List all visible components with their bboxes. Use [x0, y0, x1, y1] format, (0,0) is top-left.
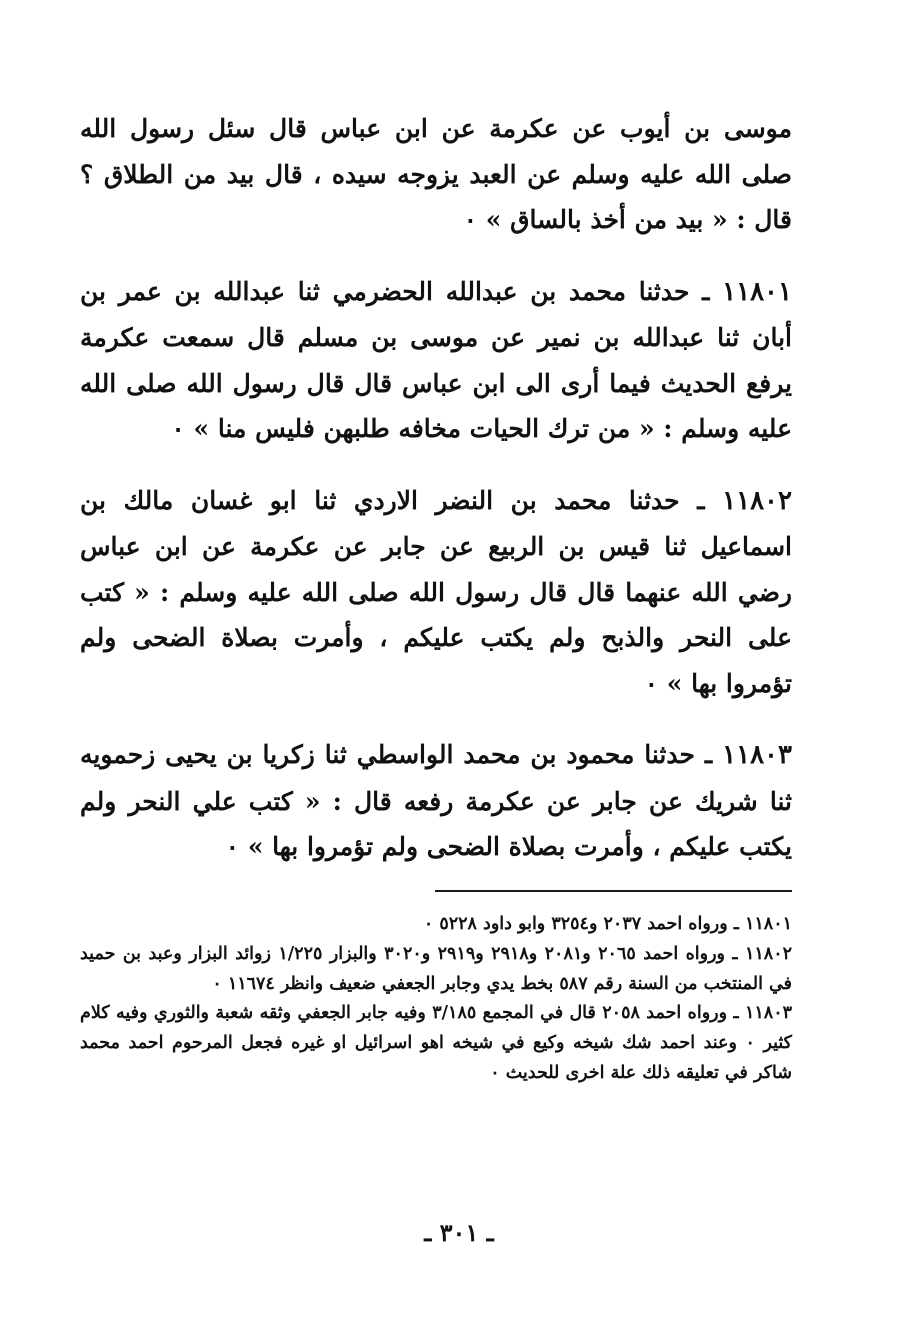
- hadith-text: حدثنا محمد بن النضر الاردي ثنا ابو غسان مالك بن اسماعيل ثنا قيس بن الربيع عن جابر عن عكرمة عن ابن عباس رضي الله عنهما قال قال رسول الله صلى الله عليه وسلم : « كتب على النحر والذبح ولم يكتب عليكم ، وأمرت بصلاة الضحى ولم تؤمروا بها » ٠: [80, 485, 792, 698]
- footnote-divider: [435, 890, 792, 892]
- hadith-text: حدثنا محمد بن عبدالله الحضرمي ثنا عبدالله بن عمر بن أبان ثنا عبدالله بن نمير عن موسى بن مسلم قال سمعت عكرمة يرفع الحديث فيما أرى الى ابن عباس قال قال رسول الله صلى الله عليه وسلم : « من ترك الحيات مخافه طلبهن فليس منا » ٠: [80, 276, 792, 443]
- footnotes: [80, 910, 792, 1089]
- continuation-paragraph: موسى بن أيوب عن عكرمة عن ابن عباس قال سئل رسول الله صلى الله عليه وسلم عن العبد يزوجه سيده ، قال بيد من الطلاق ؟ قال : « بيد من أخذ بالساق » ٠: [80, 114, 792, 234]
- hadith-dash: ـ: [697, 485, 705, 515]
- hadith-dash: ـ: [702, 276, 710, 306]
- hadith-11801: [80, 269, 792, 452]
- hadith-text: حدثنا محمود بن محمد الواسطي ثنا زكريا بن يحيى زحمويه ثنا شريك عن جابر عن عكرمة رفعه قال : « كتب علي النحر ولم يكتب عليكم ، وأمرت بصلاة الضحى ولم تؤمروا بها » ٠: [80, 740, 792, 861]
- footnote-11802: ١١٨٠٢ ـ ورواه احمد ٢٠٦٥ و٢٠٨١ و٢٩١٨ و٢٩١٩ و٣٠٢٠ والبزار ١/٢٢٥ زوائد البزار وعبد بن حميد في المنتخب من السنة رقم ٥٨٧ بخط يدي وجابر الجعفي ضعيف وانظر ١١٦٧٤ ٠: [80, 943, 792, 994]
- hadith-dash: ـ: [704, 740, 713, 769]
- hadith-number: ١١٨٠١: [722, 276, 792, 307]
- footnote-11801: ١١٨٠١ ـ ورواه احمد ٢٠٣٧ و٣٢٥٤ وابو داود ٥٢٢٨ ٠: [423, 914, 792, 934]
- hadith-11803: [80, 732, 792, 870]
- hadith-number: ١١٨٠٣: [722, 740, 792, 770]
- page-number: ـ ٣٠١ ـ: [424, 1218, 494, 1247]
- main-text: [80, 106, 792, 870]
- footnote-11803: ١١٨٠٣ ـ ورواه احمد ٢٠٥٨ قال في المجمع ٣/١٨٥ وفيه جابر الجعفي وثقه شعبة والثوري وفيه كلام كثير ٠ وعند احمد شك شيخه وكيع في شيخه اهو اسرائيل او غيره فجعل المرحوم احمد محمد شاكر في تعليقه ذلك علة اخرى للحديث ٠: [80, 1003, 792, 1083]
- hadith-11802: [80, 478, 792, 707]
- hadith-number: ١١٨٠٢: [722, 485, 792, 516]
